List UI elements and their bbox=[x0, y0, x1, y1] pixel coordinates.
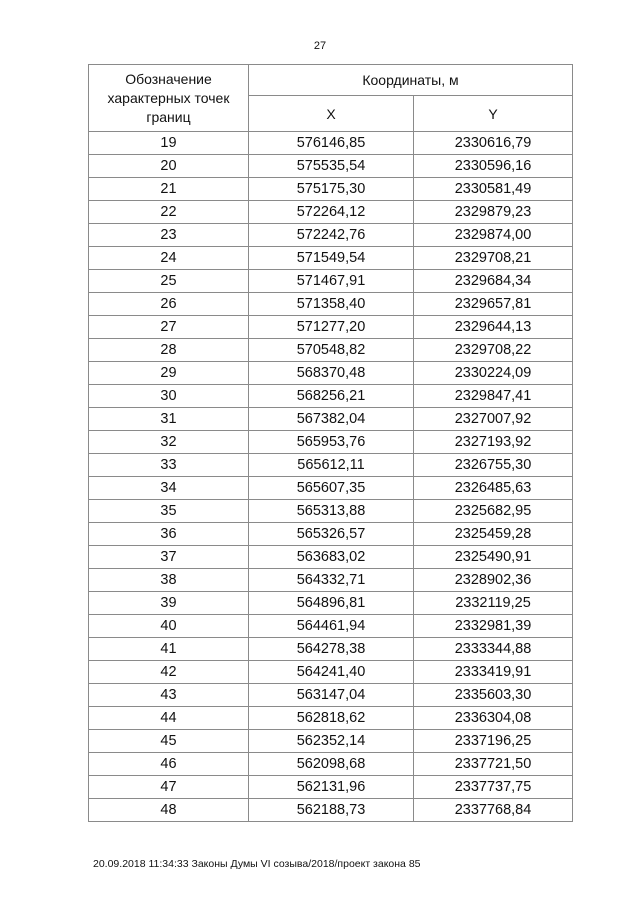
table-header bbox=[89, 65, 573, 132]
x-coordinate-cell: 564461,94 bbox=[249, 615, 414, 638]
y-coordinate-cell: 2329879,23 bbox=[414, 201, 573, 224]
table-row bbox=[89, 707, 573, 730]
page-number: 27 bbox=[313, 40, 327, 52]
y-coordinate-cell: 2327007,92 bbox=[414, 408, 573, 431]
point-cell: 47 bbox=[89, 776, 249, 799]
table-row bbox=[89, 592, 573, 615]
table-row bbox=[89, 132, 573, 155]
y-coordinate-cell: 2332981,39 bbox=[414, 615, 573, 638]
point-cell: 46 bbox=[89, 753, 249, 776]
y-coordinate-cell: 2330224,09 bbox=[414, 362, 573, 385]
x-coordinate-cell: 562098,68 bbox=[249, 753, 414, 776]
point-cell: 32 bbox=[89, 431, 249, 454]
point-cell: 26 bbox=[89, 293, 249, 316]
point-cell: 24 bbox=[89, 247, 249, 270]
point-cell: 23 bbox=[89, 224, 249, 247]
coordinates-table bbox=[88, 64, 573, 822]
y-coordinate-cell: 2329708,21 bbox=[414, 247, 573, 270]
y-coordinate-cell: 2330616,79 bbox=[414, 132, 573, 155]
x-coordinate-cell: 570548,82 bbox=[249, 339, 414, 362]
y-coordinate-cell: 2337768,84 bbox=[414, 799, 573, 822]
table-row bbox=[89, 730, 573, 753]
x-coordinate-cell: 565313,88 bbox=[249, 500, 414, 523]
table-row bbox=[89, 316, 573, 339]
point-cell: 40 bbox=[89, 615, 249, 638]
x-coordinate-cell: 562352,14 bbox=[249, 730, 414, 753]
x-coordinate-cell: 562818,62 bbox=[249, 707, 414, 730]
table-row bbox=[89, 615, 573, 638]
point-cell: 48 bbox=[89, 799, 249, 822]
table-row bbox=[89, 431, 573, 454]
x-header: X bbox=[249, 96, 414, 132]
y-coordinate-cell: 2329708,22 bbox=[414, 339, 573, 362]
table-row bbox=[89, 270, 573, 293]
table-row bbox=[89, 546, 573, 569]
x-coordinate-cell: 562131,96 bbox=[249, 776, 414, 799]
table-row bbox=[89, 753, 573, 776]
point-cell: 38 bbox=[89, 569, 249, 592]
table-row bbox=[89, 661, 573, 684]
x-coordinate-cell: 568370,48 bbox=[249, 362, 414, 385]
y-coordinate-cell: 2325490,91 bbox=[414, 546, 573, 569]
table-row bbox=[89, 155, 573, 178]
x-coordinate-cell: 571549,54 bbox=[249, 247, 414, 270]
table-row bbox=[89, 569, 573, 592]
x-coordinate-cell: 565607,35 bbox=[249, 477, 414, 500]
table-row bbox=[89, 247, 573, 270]
y-coordinate-cell: 2325682,95 bbox=[414, 500, 573, 523]
y-coordinate-cell: 2329684,34 bbox=[414, 270, 573, 293]
y-coordinate-cell: 2325459,28 bbox=[414, 523, 573, 546]
point-cell: 41 bbox=[89, 638, 249, 661]
point-cell: 27 bbox=[89, 316, 249, 339]
document-footer: 20.09.2018 11:34:33 Законы Думы VI созыва/2018/проект закона 85 bbox=[93, 858, 421, 870]
x-coordinate-cell: 565953,76 bbox=[249, 431, 414, 454]
point-cell: 43 bbox=[89, 684, 249, 707]
table-row bbox=[89, 385, 573, 408]
point-cell: 34 bbox=[89, 477, 249, 500]
x-coordinate-cell: 564278,38 bbox=[249, 638, 414, 661]
x-coordinate-cell: 568256,21 bbox=[249, 385, 414, 408]
point-cell: 36 bbox=[89, 523, 249, 546]
point-cell: 19 bbox=[89, 132, 249, 155]
table-row bbox=[89, 201, 573, 224]
y-coordinate-cell: 2335603,30 bbox=[414, 684, 573, 707]
x-coordinate-cell: 564241,40 bbox=[249, 661, 414, 684]
x-coordinate-cell: 564332,71 bbox=[249, 569, 414, 592]
y-coordinate-cell: 2332119,25 bbox=[414, 592, 573, 615]
y-coordinate-cell: 2326755,30 bbox=[414, 454, 573, 477]
point-cell: 31 bbox=[89, 408, 249, 431]
table-row bbox=[89, 339, 573, 362]
x-coordinate-cell: 572242,76 bbox=[249, 224, 414, 247]
point-cell: 45 bbox=[89, 730, 249, 753]
table-row bbox=[89, 454, 573, 477]
x-coordinate-cell: 575175,30 bbox=[249, 178, 414, 201]
y-coordinate-cell: 2329657,81 bbox=[414, 293, 573, 316]
y-coordinate-cell: 2329644,13 bbox=[414, 316, 573, 339]
table-row bbox=[89, 523, 573, 546]
table-row bbox=[89, 362, 573, 385]
table-row bbox=[89, 776, 573, 799]
x-coordinate-cell: 563147,04 bbox=[249, 684, 414, 707]
y-coordinate-cell: 2333344,88 bbox=[414, 638, 573, 661]
x-coordinate-cell: 571467,91 bbox=[249, 270, 414, 293]
point-cell: 22 bbox=[89, 201, 249, 224]
y-coordinate-cell: 2329847,41 bbox=[414, 385, 573, 408]
point-cell: 42 bbox=[89, 661, 249, 684]
point-cell: 37 bbox=[89, 546, 249, 569]
x-coordinate-cell: 575535,54 bbox=[249, 155, 414, 178]
point-cell: 33 bbox=[89, 454, 249, 477]
table-row bbox=[89, 500, 573, 523]
x-coordinate-cell: 571277,20 bbox=[249, 316, 414, 339]
y-coordinate-cell: 2336304,08 bbox=[414, 707, 573, 730]
point-cell: 39 bbox=[89, 592, 249, 615]
x-coordinate-cell: 564896,81 bbox=[249, 592, 414, 615]
x-coordinate-cell: 571358,40 bbox=[249, 293, 414, 316]
x-coordinate-cell: 562188,73 bbox=[249, 799, 414, 822]
table-row bbox=[89, 293, 573, 316]
y-coordinate-cell: 2329874,00 bbox=[414, 224, 573, 247]
table-row bbox=[89, 408, 573, 431]
y-coordinate-cell: 2328902,36 bbox=[414, 569, 573, 592]
point-cell: 28 bbox=[89, 339, 249, 362]
point-cell: 44 bbox=[89, 707, 249, 730]
point-cell: 29 bbox=[89, 362, 249, 385]
x-coordinate-cell: 567382,04 bbox=[249, 408, 414, 431]
table-row bbox=[89, 477, 573, 500]
coordinates-header: Координаты, м bbox=[249, 65, 573, 96]
y-coordinate-cell: 2337721,50 bbox=[414, 753, 573, 776]
y-header: Y bbox=[414, 96, 573, 132]
table-row bbox=[89, 224, 573, 247]
table-row bbox=[89, 638, 573, 661]
y-coordinate-cell: 2330596,16 bbox=[414, 155, 573, 178]
table-body bbox=[89, 132, 573, 822]
point-cell: 30 bbox=[89, 385, 249, 408]
point-cell: 25 bbox=[89, 270, 249, 293]
y-coordinate-cell: 2326485,63 bbox=[414, 477, 573, 500]
table-row bbox=[89, 799, 573, 822]
designation-header: Обозначение характерных точек границ bbox=[89, 65, 249, 132]
x-coordinate-cell: 576146,85 bbox=[249, 132, 414, 155]
point-cell: 20 bbox=[89, 155, 249, 178]
x-coordinate-cell: 565612,11 bbox=[249, 454, 414, 477]
y-coordinate-cell: 2330581,49 bbox=[414, 178, 573, 201]
table-row bbox=[89, 684, 573, 707]
point-cell: 21 bbox=[89, 178, 249, 201]
x-coordinate-cell: 572264,12 bbox=[249, 201, 414, 224]
y-coordinate-cell: 2327193,92 bbox=[414, 431, 573, 454]
y-coordinate-cell: 2333419,91 bbox=[414, 661, 573, 684]
table-row bbox=[89, 178, 573, 201]
x-coordinate-cell: 563683,02 bbox=[249, 546, 414, 569]
x-coordinate-cell: 565326,57 bbox=[249, 523, 414, 546]
point-cell: 35 bbox=[89, 500, 249, 523]
y-coordinate-cell: 2337196,25 bbox=[414, 730, 573, 753]
y-coordinate-cell: 2337737,75 bbox=[414, 776, 573, 799]
